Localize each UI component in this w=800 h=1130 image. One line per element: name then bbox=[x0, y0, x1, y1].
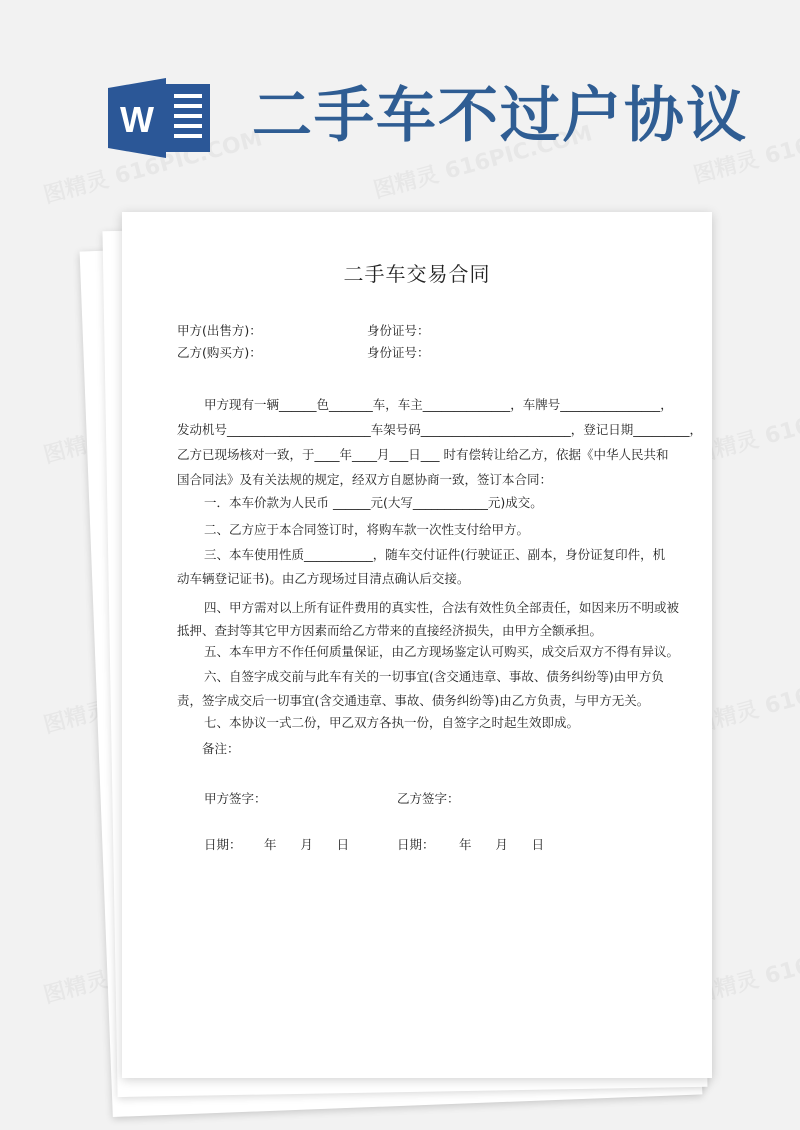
clause-4: 四、甲方需对以上所有证件费用的真实性，合法有效性负全部责任，如因来历不明或被 bbox=[204, 600, 680, 615]
date-a-label: 日期： bbox=[204, 837, 242, 852]
clause-1: 一．本车价款为人民币 ______元(大写____________元)成交。 bbox=[204, 495, 543, 510]
banner-title: 二手车不过户协议 bbox=[252, 81, 748, 151]
party-b-id-label: 身份证号： bbox=[367, 345, 430, 360]
clause-3: 三、本车使用性质___________，随车交付证件(行驶证正、副本，身份证复印件，机 bbox=[204, 547, 666, 562]
word-document-icon bbox=[108, 78, 212, 158]
party-a-signature-label: 甲方签字： bbox=[204, 791, 267, 806]
party-b-label: 乙方(购买方)： bbox=[177, 345, 262, 360]
clause-3-cont: 动车辆登记证书)。由乙方现场过目清点确认后交接。 bbox=[177, 571, 470, 586]
remarks-label: 备注： bbox=[202, 741, 240, 756]
clause-4-cont: 抵押、查封等其它甲方因素而给乙方带来的直接经济损失，由甲方全额承担。 bbox=[177, 623, 603, 638]
clause-6: 六、自签字成交前与此车有关的一切事宜(含交通违章、事故、债务纠纷等)由甲方负 bbox=[204, 669, 664, 684]
intro-line: 乙方已现场核对一致，于____年____月___日___ 时有偿转让给乙方，依据《中华人民共和 bbox=[177, 447, 669, 462]
clause-2: 二、乙方应于本合同签订时，将购车款一次性支付给甲方。 bbox=[204, 522, 530, 537]
party-b-signature-label: 乙方签字： bbox=[397, 791, 460, 806]
intro-line: 国合同法》及有关法规的规定，经双方自愿协商一致，签订本合同： bbox=[177, 472, 553, 487]
party-a-id-label: 身份证号： bbox=[367, 323, 430, 338]
date-a-fields: 年 月 日 bbox=[264, 837, 350, 852]
clause-7: 七、本协议一式二份，甲乙双方各执一份，自签字之时起生效即成。 bbox=[204, 715, 580, 730]
clause-6-cont: 责，签字成交后一切事宜(含交通违章、事故、债务纠纷等)由乙方负责，与甲方无关。 bbox=[177, 693, 650, 708]
document-title: 二手车交易合同 bbox=[343, 262, 491, 286]
intro-line: 发动机号_______________________车架号码________________________，登记日期_________， bbox=[177, 422, 703, 437]
date-b-label: 日期： bbox=[397, 837, 435, 852]
clause-5: 五、本车甲方不作任何质量保证，由乙方现场鉴定认可购买，成交后双方不得有异议。 bbox=[204, 644, 680, 659]
intro-line: 甲方现有一辆______色_______车，车主______________，车牌号________________， bbox=[204, 397, 673, 412]
party-a-label: 甲方(出售方)： bbox=[177, 323, 262, 338]
word-letter: W bbox=[120, 99, 154, 140]
date-b-fields: 年 月 日 bbox=[459, 837, 545, 852]
